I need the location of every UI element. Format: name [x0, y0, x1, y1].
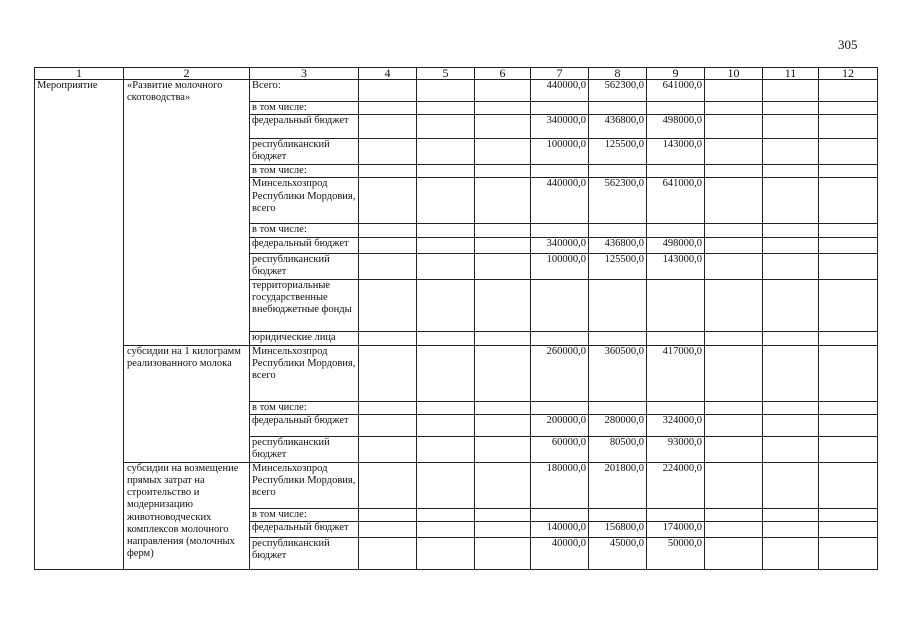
- empty-cell: [475, 345, 531, 401]
- empty-cell: [359, 331, 417, 345]
- empty-cell: [763, 345, 819, 401]
- empty-cell: [763, 522, 819, 538]
- amount-cell: 180000,0: [531, 462, 589, 508]
- funding-source-cell: республиканский бюджет: [250, 538, 359, 570]
- empty-cell: [359, 253, 417, 279]
- empty-cell: [819, 165, 878, 178]
- empty-cell: [705, 331, 763, 345]
- column-header: 3: [250, 68, 359, 80]
- empty-cell: [763, 80, 819, 102]
- empty-cell: [417, 139, 475, 165]
- amount-cell: [531, 279, 589, 331]
- amount-cell: 340000,0: [531, 115, 589, 139]
- amount-cell: [647, 331, 705, 345]
- empty-cell: [475, 538, 531, 570]
- empty-cell: [417, 80, 475, 102]
- amount-cell: [531, 165, 589, 178]
- funding-source-cell: в том числе:: [250, 165, 359, 178]
- empty-cell: [475, 331, 531, 345]
- column-header: 12: [819, 68, 878, 80]
- amount-cell: 498000,0: [647, 237, 705, 253]
- empty-cell: [359, 102, 417, 115]
- column-header: 6: [475, 68, 531, 80]
- empty-cell: [705, 115, 763, 139]
- empty-cell: [819, 237, 878, 253]
- amount-cell: [647, 165, 705, 178]
- funding-source-cell: федеральный бюджет: [250, 522, 359, 538]
- empty-cell: [705, 401, 763, 414]
- empty-cell: [819, 279, 878, 331]
- empty-cell: [763, 102, 819, 115]
- empty-cell: [475, 165, 531, 178]
- amount-cell: 340000,0: [531, 237, 589, 253]
- amount-cell: [531, 401, 589, 414]
- empty-cell: [705, 165, 763, 178]
- empty-cell: [763, 401, 819, 414]
- empty-cell: [763, 508, 819, 521]
- empty-cell: [819, 401, 878, 414]
- empty-cell: [705, 178, 763, 224]
- amount-cell: 125500,0: [589, 253, 647, 279]
- empty-cell: [359, 165, 417, 178]
- column-header: 8: [589, 68, 647, 80]
- empty-cell: [475, 237, 531, 253]
- amount-cell: 201800,0: [589, 462, 647, 508]
- amount-cell: 60000,0: [531, 436, 589, 462]
- amount-cell: 280000,0: [589, 414, 647, 436]
- empty-cell: [763, 462, 819, 508]
- empty-cell: [819, 414, 878, 436]
- amount-cell: 50000,0: [647, 538, 705, 570]
- amount-cell: [589, 279, 647, 331]
- empty-cell: [359, 224, 417, 237]
- empty-cell: [359, 345, 417, 401]
- empty-cell: [359, 279, 417, 331]
- column-header: 7: [531, 68, 589, 80]
- column-header: 11: [763, 68, 819, 80]
- measure-name-cell: «Развитие молочного скотоводства»: [124, 80, 250, 346]
- empty-cell: [359, 436, 417, 462]
- amount-cell: [647, 401, 705, 414]
- funding-source-cell: в том числе:: [250, 508, 359, 521]
- empty-cell: [359, 178, 417, 224]
- amount-cell: 436800,0: [589, 115, 647, 139]
- empty-cell: [417, 508, 475, 521]
- table-row: [35, 80, 878, 102]
- empty-cell: [475, 522, 531, 538]
- page-number: 305: [838, 37, 858, 52]
- amount-cell: [589, 165, 647, 178]
- empty-cell: [359, 237, 417, 253]
- empty-cell: [705, 237, 763, 253]
- column-header: 5: [417, 68, 475, 80]
- empty-cell: [763, 253, 819, 279]
- amount-cell: 93000,0: [647, 436, 705, 462]
- funding-source-cell: в том числе:: [250, 401, 359, 414]
- amount-cell: 641000,0: [647, 80, 705, 102]
- empty-cell: [417, 178, 475, 224]
- amount-cell: 125500,0: [589, 139, 647, 165]
- amount-cell: [647, 102, 705, 115]
- empty-cell: [763, 538, 819, 570]
- funding-source-cell: федеральный бюджет: [250, 237, 359, 253]
- empty-cell: [819, 462, 878, 508]
- empty-cell: [763, 165, 819, 178]
- amount-cell: 498000,0: [647, 115, 705, 139]
- amount-cell: 440000,0: [531, 178, 589, 224]
- empty-cell: [705, 538, 763, 570]
- empty-cell: [705, 279, 763, 331]
- measure-name-cell: субсидии на возмещение прямых затрат на строительство и модернизацию животноводческих комплексов молочного направления (молочных ферм): [124, 462, 250, 569]
- empty-cell: [763, 279, 819, 331]
- amount-cell: [531, 331, 589, 345]
- funding-source-cell: Минсельхозпрод Республики Мордовия, всего: [250, 462, 359, 508]
- amount-cell: 156800,0: [589, 522, 647, 538]
- amount-cell: 174000,0: [647, 522, 705, 538]
- empty-cell: [763, 224, 819, 237]
- empty-cell: [819, 115, 878, 139]
- amount-cell: 324000,0: [647, 414, 705, 436]
- funding-source-cell: юридические лица: [250, 331, 359, 345]
- empty-cell: [705, 522, 763, 538]
- amount-cell: 100000,0: [531, 253, 589, 279]
- empty-cell: [763, 139, 819, 165]
- amount-cell: 143000,0: [647, 253, 705, 279]
- empty-cell: [763, 331, 819, 345]
- empty-cell: [475, 462, 531, 508]
- empty-cell: [763, 178, 819, 224]
- column-header: 9: [647, 68, 705, 80]
- empty-cell: [705, 80, 763, 102]
- amount-cell: [531, 102, 589, 115]
- column-header-row: [35, 68, 878, 80]
- empty-cell: [417, 253, 475, 279]
- budget-table: [34, 67, 878, 570]
- empty-cell: [417, 237, 475, 253]
- table-row: [35, 462, 878, 508]
- amount-cell: 140000,0: [531, 522, 589, 538]
- funding-source-cell: территориальные государственные внебюджетные фонды: [250, 279, 359, 331]
- empty-cell: [819, 436, 878, 462]
- empty-cell: [475, 80, 531, 102]
- empty-cell: [417, 279, 475, 331]
- empty-cell: [475, 401, 531, 414]
- empty-cell: [705, 139, 763, 165]
- empty-cell: [475, 436, 531, 462]
- empty-cell: [359, 115, 417, 139]
- table-row: [35, 345, 878, 401]
- amount-cell: [647, 279, 705, 331]
- amount-cell: [589, 102, 647, 115]
- funding-source-cell: республиканский бюджет: [250, 253, 359, 279]
- amount-cell: 80500,0: [589, 436, 647, 462]
- empty-cell: [417, 414, 475, 436]
- empty-cell: [763, 115, 819, 139]
- amount-cell: [589, 401, 647, 414]
- empty-cell: [763, 237, 819, 253]
- empty-cell: [705, 436, 763, 462]
- empty-cell: [819, 508, 878, 521]
- amount-cell: [647, 508, 705, 521]
- empty-cell: [417, 436, 475, 462]
- empty-cell: [359, 462, 417, 508]
- amount-cell: 641000,0: [647, 178, 705, 224]
- empty-cell: [819, 102, 878, 115]
- funding-source-cell: Всего:: [250, 80, 359, 102]
- funding-source-cell: Минсельхозпрод Республики Мордовия, всего: [250, 345, 359, 401]
- amount-cell: 562300,0: [589, 178, 647, 224]
- amount-cell: 224000,0: [647, 462, 705, 508]
- empty-cell: [763, 436, 819, 462]
- amount-cell: 260000,0: [531, 345, 589, 401]
- empty-cell: [819, 224, 878, 237]
- empty-cell: [417, 224, 475, 237]
- empty-cell: [475, 414, 531, 436]
- empty-cell: [359, 139, 417, 165]
- empty-cell: [819, 178, 878, 224]
- empty-cell: [475, 224, 531, 237]
- amount-cell: [531, 224, 589, 237]
- empty-cell: [475, 102, 531, 115]
- funding-source-cell: в том числе:: [250, 224, 359, 237]
- empty-cell: [417, 102, 475, 115]
- empty-cell: [819, 139, 878, 165]
- column-header: 2: [124, 68, 250, 80]
- funding-source-cell: Минсельхозпрод Республики Мордовия, всего: [250, 178, 359, 224]
- empty-cell: [359, 80, 417, 102]
- empty-cell: [705, 224, 763, 237]
- amount-cell: [589, 508, 647, 521]
- amount-cell: [589, 224, 647, 237]
- empty-cell: [359, 538, 417, 570]
- empty-cell: [705, 414, 763, 436]
- empty-cell: [763, 414, 819, 436]
- empty-cell: [475, 115, 531, 139]
- empty-cell: [475, 178, 531, 224]
- column-header: 10: [705, 68, 763, 80]
- amount-cell: [531, 508, 589, 521]
- empty-cell: [705, 345, 763, 401]
- funding-source-cell: в том числе:: [250, 102, 359, 115]
- empty-cell: [417, 401, 475, 414]
- empty-cell: [417, 115, 475, 139]
- empty-cell: [819, 80, 878, 102]
- empty-cell: [819, 345, 878, 401]
- empty-cell: [475, 253, 531, 279]
- funding-source-cell: республиканский бюджет: [250, 436, 359, 462]
- amount-cell: 417000,0: [647, 345, 705, 401]
- column-header: 4: [359, 68, 417, 80]
- empty-cell: [417, 538, 475, 570]
- empty-cell: [417, 462, 475, 508]
- empty-cell: [417, 522, 475, 538]
- amount-cell: 200000,0: [531, 414, 589, 436]
- event-type-cell: Мероприятие: [35, 80, 124, 570]
- empty-cell: [417, 331, 475, 345]
- amount-cell: 100000,0: [531, 139, 589, 165]
- empty-cell: [359, 508, 417, 521]
- empty-cell: [359, 522, 417, 538]
- amount-cell: 40000,0: [531, 538, 589, 570]
- amount-cell: 360500,0: [589, 345, 647, 401]
- column-header: 1: [35, 68, 124, 80]
- empty-cell: [705, 102, 763, 115]
- empty-cell: [475, 279, 531, 331]
- empty-cell: [359, 414, 417, 436]
- amount-cell: 436800,0: [589, 237, 647, 253]
- empty-cell: [819, 253, 878, 279]
- empty-cell: [417, 165, 475, 178]
- empty-cell: [417, 345, 475, 401]
- funding-source-cell: республиканский бюджет: [250, 139, 359, 165]
- empty-cell: [819, 522, 878, 538]
- amount-cell: 562300,0: [589, 80, 647, 102]
- empty-cell: [705, 508, 763, 521]
- empty-cell: [475, 139, 531, 165]
- amount-cell: [647, 224, 705, 237]
- funding-source-cell: федеральный бюджет: [250, 115, 359, 139]
- amount-cell: 45000,0: [589, 538, 647, 570]
- empty-cell: [705, 253, 763, 279]
- empty-cell: [819, 538, 878, 570]
- measure-name-cell: субсидии на 1 килограмм реализованного молока: [124, 345, 250, 462]
- empty-cell: [475, 508, 531, 521]
- amount-cell: 440000,0: [531, 80, 589, 102]
- empty-cell: [705, 462, 763, 508]
- amount-cell: [589, 331, 647, 345]
- funding-source-cell: федеральный бюджет: [250, 414, 359, 436]
- empty-cell: [359, 401, 417, 414]
- amount-cell: 143000,0: [647, 139, 705, 165]
- empty-cell: [819, 331, 878, 345]
